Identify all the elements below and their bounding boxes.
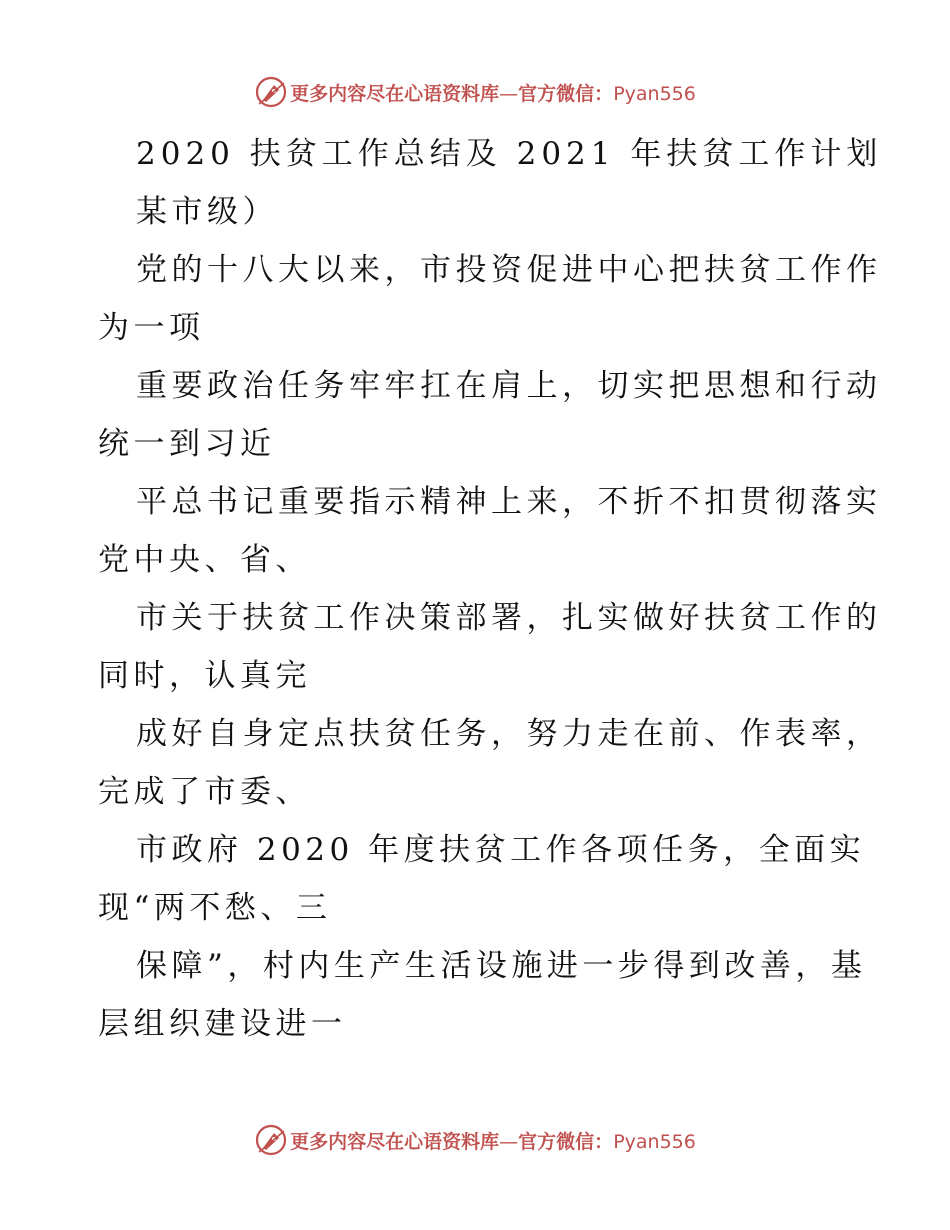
paragraph-line: 保障”，村内生产生活设施进一步得到改善，基 <box>136 948 867 984</box>
footer-watermark <box>0 1120 950 1160</box>
paragraph-line: 市政府 2020 年度扶贫工作各项任务，全面实 <box>136 832 866 868</box>
paragraph-line: 重要政治任务牢牢扛在肩上，切实把思想和行动 <box>136 368 882 404</box>
watermark-separator: — <box>499 82 519 105</box>
watermark-text <box>290 79 696 106</box>
pen-nib-logo-icon <box>254 75 288 109</box>
watermark-wechat-id: Pyan556 <box>613 1130 696 1153</box>
watermark-wechat-id: Pyan556 <box>613 82 696 105</box>
paragraph-line: 完成了市委、 <box>98 774 311 810</box>
paragraph-line: 党中央、省、 <box>98 542 311 578</box>
watermark-text <box>290 1127 696 1154</box>
paragraph-line: 成好自身定点扶贫任务，努力走在前、作表率， <box>136 716 882 752</box>
watermark-wechat-label: 官方微信： <box>518 1130 614 1153</box>
paragraph-line: 统一到习近 <box>98 426 276 462</box>
paragraph-line: 同时，认真完 <box>98 658 311 694</box>
watermark-main: 更多内容尽在心语资料库 <box>290 82 500 105</box>
pen-nib-logo-icon <box>254 1123 288 1157</box>
paragraph-line: 平总书记重要指示精神上来，不折不扣贯彻落实 <box>136 484 882 520</box>
paragraph-line: 某市级） <box>136 194 278 230</box>
paragraph-line: 为一项 <box>98 310 205 346</box>
paragraph-line: 现“两不愁、三 <box>98 890 332 926</box>
paragraph-line: 市关于扶贫工作决策部署，扎实做好扶贫工作的 <box>136 600 882 636</box>
watermark-wechat-label: 官方微信： <box>518 82 614 105</box>
watermark-separator: — <box>499 1130 519 1153</box>
document-body <box>98 125 883 1053</box>
header-watermark <box>0 72 950 112</box>
document-title: 2020 扶贫工作总结及 2021 年扶贫工作计划 <box>136 136 883 172</box>
paragraph-line: 层组织建设进一 <box>98 1006 347 1042</box>
paragraph-line: 党的十八大以来，市投资促进中心把扶贫工作作 <box>136 252 882 288</box>
watermark-main: 更多内容尽在心语资料库 <box>290 1130 500 1153</box>
